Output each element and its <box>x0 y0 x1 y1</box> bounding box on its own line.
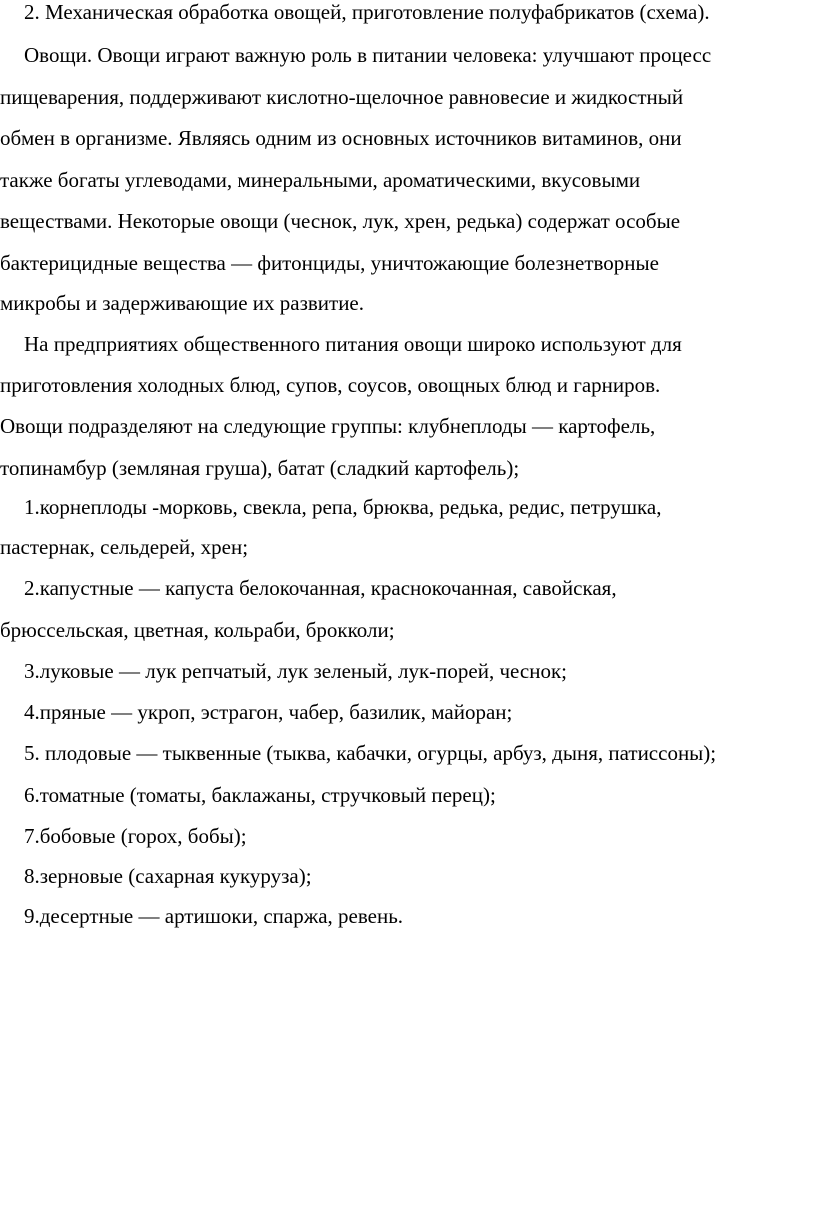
list-item: 9.десертные — артишоки, спаржа, ревень. <box>24 904 404 928</box>
paragraph-line: обмен в организме. Являясь одним из основных источников витаминов, они <box>0 126 682 150</box>
section-heading: 2. Механическая обработка овощей, приготовление полуфабрикатов (схема). <box>24 0 710 24</box>
list-item: 2.капустные — капуста белокочанная, краснокочанная, савойская, <box>24 576 617 600</box>
list-item: 6.томатные (томаты, баклажаны, стручковый перец); <box>24 783 496 807</box>
list-item: 4.пряные — укроп, эстрагон, чабер, базилик, майоран; <box>24 700 513 724</box>
list-item: 3.луковые — лук репчатый, лук зеленый, лук-порей, чеснок; <box>24 659 567 683</box>
list-item: 1.корнеплоды -морковь, свекла, репа, брюква, редька, редис, петрушка, <box>24 495 662 519</box>
paragraph-line: Овощи подразделяют на следующие группы: клубнеплоды — картофель, <box>0 414 656 438</box>
paragraph-line: веществами. Некоторые овощи (чеснок, лук, хрен, редька) содержат особые <box>0 209 681 233</box>
paragraph-line: топинамбур (земляная груша), батат (сладкий картофель); <box>0 456 520 480</box>
list-item: 5. плодовые — тыквенные (тыква, кабачки, огурцы, арбуз, дыня, патиссоны); <box>24 741 717 765</box>
list-item: 7.бобовые (горох, бобы); <box>24 824 247 848</box>
paragraph-line: На предприятиях общественного питания овощи широко используют для <box>24 332 682 356</box>
paragraph-line: бактерицидные вещества — фитонциды, уничтожающие болезнетворные <box>0 251 659 275</box>
paragraph-line: приготовления холодных блюд, супов, соусов, овощных блюд и гарниров. <box>0 373 661 397</box>
paragraph-line: также богаты углеводами, минеральными, ароматическими, вкусовыми <box>0 168 641 192</box>
list-item-continuation: брюссельская, цветная, кольраби, брокколи; <box>0 618 395 642</box>
paragraph-line: пищеварения, поддерживают кислотно-щелочное равновесие и жидкостный <box>0 85 684 109</box>
list-item-continuation: пастернак, сельдерей, хрен; <box>0 535 249 559</box>
list-item: 8.зерновые (сахарная кукуруза); <box>24 864 312 888</box>
paragraph-line: Овощи. Овощи играют важную роль в питании человека: улучшают процесс <box>24 43 712 67</box>
paragraph-line: микробы и задерживающие их развитие. <box>0 291 365 315</box>
